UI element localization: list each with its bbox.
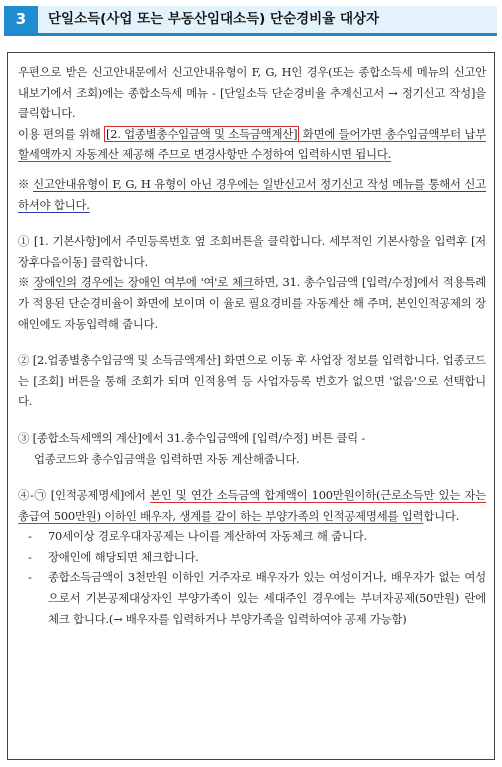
intro-paragraph: 우편으로 받은 신고안내문에서 신고안내유형이 F, G, H인 경우(또는 종합소득세 메뉴의 신고안내보기에서 조회)에는 종합소득세 메뉴 - [단일소득 단순경비율 추계신고서 → 정기신고 작성]을 클릭합니다. <box>18 65 486 121</box>
step-4-prefix: ④-㉠ [인적공제명세]에서 <box>18 488 150 503</box>
section-number: 3 <box>4 6 38 33</box>
convenience-highlight-tail: 화면에 들어가면 <box>299 126 382 141</box>
menu-reference-box: [2. 업종별총수입금액 및 소득금액계산] <box>105 126 298 141</box>
step-4-highlight: 본인 및 연간 소득금액 합계액이 100만원이하(근로소득만 있는 자는 총급여 500만원) 이하인 배우자, 생계를 같이 하는 부양가족의 인적공제명세를 입력 <box>18 488 486 523</box>
section-header <box>4 6 497 36</box>
step-1-note-highlight: 장애인의 경우에는 장애인 여부에 '여'로 체크 <box>33 275 254 290</box>
step-4-suffix: 합니다. <box>423 508 460 523</box>
convenience-highlight-rest: 총수입금액부터 납부할세액까지 자동계산 제공해 주므로 변경사항만 수정하여 입력하시면 됩니다. <box>18 126 487 162</box>
step-2: ② [2.업종별총수입금액 및 소득금액계산] 화면으로 이동 후 사업장 정보를 입력합니다. 업종코드는 [조회] 버튼을 통해 조회가 되며 인적용역 등 사업자등록 번호가 없으면 '없음'으로 선택합니다. <box>18 353 486 409</box>
list-item <box>18 567 486 629</box>
dash-bullet: - <box>28 570 32 585</box>
step-3-line-1: ③ [종합소득세액의 계산]에서 31.총수입금액에 [입력/수정] 버튼 클릭 - <box>18 430 365 445</box>
step-1: ① [1. 기본사항]에서 주민등록번호 옆 조회버튼을 클릭합니다. 세부적인 기본사항을 입력후 [저장후다음이동] 클릭합니다. <box>18 234 486 269</box>
list-item-text: 장애인에 해당되면 체크합니다. <box>48 549 199 564</box>
list-item-text: 종합소득금액이 3천만원 이하인 거주자로 배우자가 있는 여성이거나, 배우자가 없는 여성으로서 기본공제대상자인 부양가족이 있는 세대주인 경우에는 부녀자공제(50만원) 란에 체크 합니다.(→ 배우자를 입력하거나 부양가족을 입력하여야 공제 가능함) <box>48 570 486 626</box>
list-item-text: 70세이상 경로우대자공제는 나이를 계산하여 자동체크 해 줍니다. <box>48 529 367 544</box>
list-item <box>18 526 486 547</box>
section-title: 단일소득(사업 또는 부동산임대소득) 단순경비율 대상자 <box>48 11 380 27</box>
step-1-note-rest: 하면, 31. 총수입금액 [입력/수정]에서 적용특례가 적용된 단순경비율이 화면에 보이며 이 율로 필요경비를 자동계산 해 주며, 본인인적공제의 장애인에도 자동입력해 줍니다. <box>18 275 486 331</box>
note-paragraph <box>18 174 486 215</box>
content-box <box>7 52 495 760</box>
note-mark: ※ <box>18 176 34 191</box>
step-4 <box>18 485 486 526</box>
dash-bullet: - <box>28 529 32 544</box>
note-text: 신고안내유형이 F, G, H 유형이 아닌 경우에는 일반신고서 정기신고 작성 메뉴를 통해서 신고하셔야 합니다. <box>18 176 486 212</box>
dash-bullet: - <box>28 549 32 564</box>
convenience-lead: 이용 편의를 위해 <box>18 126 104 141</box>
step-3-line-2: 업종코드와 총수입금액을 입력하면 자동 계산해줍니다. <box>34 451 300 466</box>
note-mark: ※ <box>18 275 34 290</box>
list-item <box>18 547 486 568</box>
step-1-note <box>18 272 486 334</box>
convenience-paragraph <box>18 124 486 165</box>
